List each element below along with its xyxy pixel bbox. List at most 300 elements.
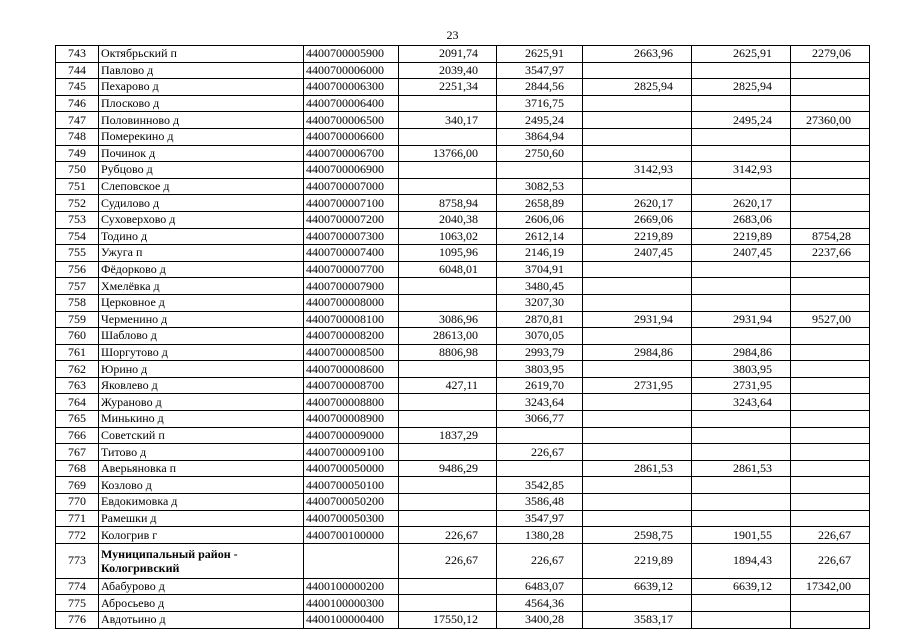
value-cell-1: 28613,00 bbox=[399, 328, 497, 345]
value-cell-3: 2407,45 bbox=[583, 245, 692, 262]
table-row bbox=[56, 527, 870, 544]
row-number-cell: 773 bbox=[56, 543, 99, 578]
value-cell-3 bbox=[583, 62, 692, 79]
value-cell-2: 2750,60 bbox=[497, 145, 583, 162]
value-cell-1: 6048,01 bbox=[399, 261, 497, 278]
code-cell: 4400700009100 bbox=[304, 444, 399, 461]
name-cell: Абросьево д bbox=[99, 595, 304, 612]
name-cell: Хмелёвка д bbox=[99, 278, 304, 295]
row-number-cell: 745 bbox=[56, 79, 99, 96]
code-cell: 4400700005900 bbox=[304, 46, 399, 63]
value-cell-4: 2731,95 bbox=[692, 377, 791, 394]
value-cell-5 bbox=[791, 62, 870, 79]
value-cell-5: 9527,00 bbox=[791, 311, 870, 328]
value-cell-4 bbox=[692, 145, 791, 162]
value-cell-1: 226,67 bbox=[399, 527, 497, 544]
row-number-cell: 758 bbox=[56, 294, 99, 311]
code-cell: 4400700008800 bbox=[304, 394, 399, 411]
value-cell-1 bbox=[399, 411, 497, 428]
name-cell: Фёдорково д bbox=[99, 261, 304, 278]
value-cell-3 bbox=[583, 294, 692, 311]
value-cell-4: 6639,12 bbox=[692, 578, 791, 595]
value-cell-2: 1380,28 bbox=[497, 527, 583, 544]
table-row bbox=[56, 510, 870, 527]
value-cell-4 bbox=[692, 128, 791, 145]
value-cell-1 bbox=[399, 178, 497, 195]
value-cell-4 bbox=[692, 612, 791, 629]
code-cell: 4400700008500 bbox=[304, 344, 399, 361]
value-cell-2: 3542,85 bbox=[497, 477, 583, 494]
value-cell-5 bbox=[791, 95, 870, 112]
row-number-cell: 753 bbox=[56, 211, 99, 228]
code-cell bbox=[304, 543, 399, 578]
code-cell: 4400700007900 bbox=[304, 278, 399, 295]
table-row bbox=[56, 344, 870, 361]
code-cell: 4400700050300 bbox=[304, 510, 399, 527]
value-cell-1: 2040,38 bbox=[399, 211, 497, 228]
value-cell-4: 2407,45 bbox=[692, 245, 791, 262]
code-cell: 4400700006900 bbox=[304, 162, 399, 179]
value-cell-4 bbox=[692, 95, 791, 112]
value-cell-4: 1901,55 bbox=[692, 527, 791, 544]
name-cell: Аверьяновка п bbox=[99, 460, 304, 477]
row-number-cell: 750 bbox=[56, 162, 99, 179]
value-cell-2 bbox=[497, 427, 583, 444]
value-cell-3 bbox=[583, 595, 692, 612]
value-cell-5 bbox=[791, 394, 870, 411]
value-cell-1: 427,11 bbox=[399, 377, 497, 394]
value-cell-4: 2219,89 bbox=[692, 228, 791, 245]
code-cell: 4400100000400 bbox=[304, 612, 399, 629]
table-row bbox=[56, 543, 870, 578]
value-cell-4: 2825,94 bbox=[692, 79, 791, 96]
value-cell-4: 3142,93 bbox=[692, 162, 791, 179]
row-number-cell: 751 bbox=[56, 178, 99, 195]
row-number-cell: 760 bbox=[56, 328, 99, 345]
value-cell-3: 6639,12 bbox=[583, 578, 692, 595]
value-cell-3 bbox=[583, 261, 692, 278]
value-cell-5 bbox=[791, 477, 870, 494]
value-cell-2: 3864,94 bbox=[497, 128, 583, 145]
value-cell-5: 17342,00 bbox=[791, 578, 870, 595]
value-cell-2: 3243,64 bbox=[497, 394, 583, 411]
value-cell-3 bbox=[583, 494, 692, 511]
value-cell-2: 2146,19 bbox=[497, 245, 583, 262]
value-cell-4 bbox=[692, 444, 791, 461]
value-cell-1: 8806,98 bbox=[399, 344, 497, 361]
value-cell-4 bbox=[692, 328, 791, 345]
value-cell-1: 1095,96 bbox=[399, 245, 497, 262]
table-row bbox=[56, 178, 870, 195]
code-cell: 4400100000300 bbox=[304, 595, 399, 612]
row-number-cell: 765 bbox=[56, 411, 99, 428]
value-cell-4: 2861,53 bbox=[692, 460, 791, 477]
value-cell-5: 226,67 bbox=[791, 527, 870, 544]
value-cell-4: 2495,24 bbox=[692, 112, 791, 129]
value-cell-5 bbox=[791, 278, 870, 295]
value-cell-3: 2598,75 bbox=[583, 527, 692, 544]
value-cell-5 bbox=[791, 145, 870, 162]
code-cell: 4400700008700 bbox=[304, 377, 399, 394]
value-cell-3 bbox=[583, 128, 692, 145]
value-cell-2: 2612,14 bbox=[497, 228, 583, 245]
value-cell-1: 2251,34 bbox=[399, 79, 497, 96]
value-cell-4: 2625,91 bbox=[692, 46, 791, 63]
name-cell: Церковное д bbox=[99, 294, 304, 311]
code-cell: 4400700006400 bbox=[304, 95, 399, 112]
value-cell-1 bbox=[399, 595, 497, 612]
value-cell-2: 2495,24 bbox=[497, 112, 583, 129]
row-number-cell: 770 bbox=[56, 494, 99, 511]
value-cell-3 bbox=[583, 411, 692, 428]
value-cell-2: 3704,91 bbox=[497, 261, 583, 278]
name-cell: Тодино д bbox=[99, 228, 304, 245]
table-row bbox=[56, 444, 870, 461]
value-cell-5 bbox=[791, 510, 870, 527]
name-cell: Абабурово д bbox=[99, 578, 304, 595]
value-cell-2: 3480,45 bbox=[497, 278, 583, 295]
value-cell-2: 3716,75 bbox=[497, 95, 583, 112]
row-number-cell: 744 bbox=[56, 62, 99, 79]
table-row bbox=[56, 394, 870, 411]
value-cell-4: 3803,95 bbox=[692, 361, 791, 378]
value-cell-2: 3066,77 bbox=[497, 411, 583, 428]
code-cell: 4400700008900 bbox=[304, 411, 399, 428]
name-cell: Судилово д bbox=[99, 195, 304, 212]
value-cell-5 bbox=[791, 261, 870, 278]
value-cell-3 bbox=[583, 510, 692, 527]
value-cell-1 bbox=[399, 95, 497, 112]
name-cell: Журановo д bbox=[99, 394, 304, 411]
table-row bbox=[56, 62, 870, 79]
value-cell-4 bbox=[692, 294, 791, 311]
code-cell: 4400700007100 bbox=[304, 195, 399, 212]
value-cell-1: 1063,02 bbox=[399, 228, 497, 245]
value-cell-3 bbox=[583, 444, 692, 461]
row-number-cell: 769 bbox=[56, 477, 99, 494]
value-cell-3: 2825,94 bbox=[583, 79, 692, 96]
row-number-cell: 774 bbox=[56, 578, 99, 595]
value-cell-5 bbox=[791, 79, 870, 96]
row-number-cell: 743 bbox=[56, 46, 99, 63]
table-row bbox=[56, 228, 870, 245]
row-number-cell: 775 bbox=[56, 595, 99, 612]
value-cell-1: 2091,74 bbox=[399, 46, 497, 63]
name-cell: Шаблово д bbox=[99, 328, 304, 345]
value-cell-4 bbox=[692, 261, 791, 278]
value-cell-2: 3547,97 bbox=[497, 510, 583, 527]
table-row bbox=[56, 278, 870, 295]
value-cell-3: 2731,95 bbox=[583, 377, 692, 394]
value-cell-2: 2658,89 bbox=[497, 195, 583, 212]
value-cell-4 bbox=[692, 510, 791, 527]
value-cell-4 bbox=[692, 411, 791, 428]
value-cell-2: 3207,30 bbox=[497, 294, 583, 311]
value-cell-3: 2984,86 bbox=[583, 344, 692, 361]
row-number-cell: 762 bbox=[56, 361, 99, 378]
table-row bbox=[56, 112, 870, 129]
value-cell-2: 3082,53 bbox=[497, 178, 583, 195]
name-cell: Плосково д bbox=[99, 95, 304, 112]
name-cell: Пехарово д bbox=[99, 79, 304, 96]
name-cell: Шоргутово д bbox=[99, 344, 304, 361]
name-cell: Евдокимовка д bbox=[99, 494, 304, 511]
name-cell: Козлово д bbox=[99, 477, 304, 494]
value-cell-1 bbox=[399, 578, 497, 595]
row-number-cell: 761 bbox=[56, 344, 99, 361]
name-cell: Титово д bbox=[99, 444, 304, 461]
value-cell-4 bbox=[692, 427, 791, 444]
value-cell-3: 2663,96 bbox=[583, 46, 692, 63]
value-cell-5 bbox=[791, 344, 870, 361]
value-cell-2 bbox=[497, 162, 583, 179]
value-cell-3: 3142,93 bbox=[583, 162, 692, 179]
value-cell-2: 226,67 bbox=[497, 444, 583, 461]
value-cell-3 bbox=[583, 361, 692, 378]
table-row bbox=[56, 361, 870, 378]
table-row bbox=[56, 427, 870, 444]
value-cell-3: 2669,06 bbox=[583, 211, 692, 228]
code-cell: 4400700050100 bbox=[304, 477, 399, 494]
value-cell-5: 8754,28 bbox=[791, 228, 870, 245]
code-cell: 4400700009000 bbox=[304, 427, 399, 444]
table-row bbox=[56, 195, 870, 212]
table-row bbox=[56, 612, 870, 629]
value-cell-3 bbox=[583, 278, 692, 295]
code-cell: 4400700100000 bbox=[304, 527, 399, 544]
value-cell-4: 2620,17 bbox=[692, 195, 791, 212]
value-cell-4: 2931,94 bbox=[692, 311, 791, 328]
value-cell-5 bbox=[791, 427, 870, 444]
code-cell: 4400100000200 bbox=[304, 578, 399, 595]
table-row bbox=[56, 477, 870, 494]
row-number-cell: 747 bbox=[56, 112, 99, 129]
value-cell-5 bbox=[791, 361, 870, 378]
name-cell: Октябрьский п bbox=[99, 46, 304, 63]
code-cell: 4400700050200 bbox=[304, 494, 399, 511]
name-cell: Суховерхово д bbox=[99, 211, 304, 228]
row-number-cell: 754 bbox=[56, 228, 99, 245]
value-cell-3: 3583,17 bbox=[583, 612, 692, 629]
name-cell: Муниципальный район - Кологривский bbox=[99, 543, 304, 578]
value-cell-4: 2984,86 bbox=[692, 344, 791, 361]
value-cell-2: 3803,95 bbox=[497, 361, 583, 378]
value-cell-5 bbox=[791, 328, 870, 345]
value-cell-2: 2993,79 bbox=[497, 344, 583, 361]
value-cell-2: 3070,05 bbox=[497, 328, 583, 345]
value-cell-1 bbox=[399, 278, 497, 295]
table-body bbox=[56, 46, 870, 629]
name-cell: Слеповское д bbox=[99, 178, 304, 195]
value-cell-2: 3400,28 bbox=[497, 612, 583, 629]
value-cell-3: 2861,53 bbox=[583, 460, 692, 477]
value-cell-3 bbox=[583, 178, 692, 195]
value-cell-2: 4564,36 bbox=[497, 595, 583, 612]
code-cell: 4400700007200 bbox=[304, 211, 399, 228]
value-cell-4: 3243,64 bbox=[692, 394, 791, 411]
value-cell-1: 1837,29 bbox=[399, 427, 497, 444]
name-cell: Починок д bbox=[99, 145, 304, 162]
code-cell: 4400700006500 bbox=[304, 112, 399, 129]
value-cell-3 bbox=[583, 145, 692, 162]
value-cell-1: 13766,00 bbox=[399, 145, 497, 162]
table-row bbox=[56, 46, 870, 63]
code-cell: 4400700006700 bbox=[304, 145, 399, 162]
value-cell-1: 2039,40 bbox=[399, 62, 497, 79]
code-cell: 4400700006600 bbox=[304, 128, 399, 145]
table-row bbox=[56, 294, 870, 311]
code-cell: 4400700050000 bbox=[304, 460, 399, 477]
table-row bbox=[56, 377, 870, 394]
table-row bbox=[56, 128, 870, 145]
value-cell-2: 2606,06 bbox=[497, 211, 583, 228]
row-number-cell: 763 bbox=[56, 377, 99, 394]
value-cell-5: 2237,66 bbox=[791, 245, 870, 262]
row-number-cell: 756 bbox=[56, 261, 99, 278]
name-cell: Кологрив г bbox=[99, 527, 304, 544]
value-cell-5: 226,67 bbox=[791, 543, 870, 578]
row-number-cell: 749 bbox=[56, 145, 99, 162]
value-cell-2: 2844,56 bbox=[497, 79, 583, 96]
value-cell-1 bbox=[399, 128, 497, 145]
row-number-cell: 752 bbox=[56, 195, 99, 212]
value-cell-1: 226,67 bbox=[399, 543, 497, 578]
table-row bbox=[56, 494, 870, 511]
value-cell-2: 3547,97 bbox=[497, 62, 583, 79]
value-cell-1: 340,17 bbox=[399, 112, 497, 129]
value-cell-1: 8758,94 bbox=[399, 195, 497, 212]
table-row bbox=[56, 595, 870, 612]
row-number-cell: 776 bbox=[56, 612, 99, 629]
value-cell-3: 2219,89 bbox=[583, 543, 692, 578]
value-cell-1 bbox=[399, 162, 497, 179]
row-number-cell: 746 bbox=[56, 95, 99, 112]
value-cell-4 bbox=[692, 477, 791, 494]
name-cell: Павлово д bbox=[99, 62, 304, 79]
value-cell-2: 2625,91 bbox=[497, 46, 583, 63]
row-number-cell: 767 bbox=[56, 444, 99, 461]
value-cell-2: 6483,07 bbox=[497, 578, 583, 595]
value-cell-4 bbox=[692, 595, 791, 612]
value-cell-4: 1894,43 bbox=[692, 543, 791, 578]
value-cell-3 bbox=[583, 427, 692, 444]
table-row bbox=[56, 245, 870, 262]
row-number-cell: 748 bbox=[56, 128, 99, 145]
value-cell-3: 2620,17 bbox=[583, 195, 692, 212]
value-cell-3 bbox=[583, 328, 692, 345]
value-cell-5: 2279,06 bbox=[791, 46, 870, 63]
value-cell-2 bbox=[497, 460, 583, 477]
value-cell-1: 17550,12 bbox=[399, 612, 497, 629]
value-cell-5: 27360,00 bbox=[791, 112, 870, 129]
value-cell-5 bbox=[791, 162, 870, 179]
name-cell: Советский п bbox=[99, 427, 304, 444]
table-row bbox=[56, 328, 870, 345]
value-cell-5 bbox=[791, 294, 870, 311]
name-cell: Половинново д bbox=[99, 112, 304, 129]
row-number-cell: 768 bbox=[56, 460, 99, 477]
value-cell-5 bbox=[791, 128, 870, 145]
table-row bbox=[56, 578, 870, 595]
settlements-table bbox=[55, 45, 870, 629]
value-cell-1 bbox=[399, 394, 497, 411]
value-cell-3 bbox=[583, 95, 692, 112]
table-row bbox=[56, 145, 870, 162]
value-cell-4 bbox=[692, 178, 791, 195]
value-cell-3: 2219,89 bbox=[583, 228, 692, 245]
row-number-cell: 755 bbox=[56, 245, 99, 262]
value-cell-1: 9486,29 bbox=[399, 460, 497, 477]
table-row bbox=[56, 311, 870, 328]
row-number-cell: 757 bbox=[56, 278, 99, 295]
value-cell-4 bbox=[692, 278, 791, 295]
code-cell: 4400700007400 bbox=[304, 245, 399, 262]
name-cell: Яковлево д bbox=[99, 377, 304, 394]
value-cell-5 bbox=[791, 411, 870, 428]
value-cell-2: 2619,70 bbox=[497, 377, 583, 394]
table-row bbox=[56, 211, 870, 228]
code-cell: 4400700008200 bbox=[304, 328, 399, 345]
name-cell: Минькино д bbox=[99, 411, 304, 428]
value-cell-5 bbox=[791, 595, 870, 612]
value-cell-2: 3586,48 bbox=[497, 494, 583, 511]
row-number-cell: 764 bbox=[56, 394, 99, 411]
value-cell-5 bbox=[791, 612, 870, 629]
table-row bbox=[56, 79, 870, 96]
value-cell-1 bbox=[399, 444, 497, 461]
table-row bbox=[56, 261, 870, 278]
value-cell-3 bbox=[583, 477, 692, 494]
value-cell-5 bbox=[791, 377, 870, 394]
value-cell-5 bbox=[791, 460, 870, 477]
table-row bbox=[56, 460, 870, 477]
value-cell-4 bbox=[692, 494, 791, 511]
row-number-cell: 759 bbox=[56, 311, 99, 328]
value-cell-1 bbox=[399, 510, 497, 527]
table-row bbox=[56, 411, 870, 428]
value-cell-1 bbox=[399, 477, 497, 494]
code-cell: 4400700008600 bbox=[304, 361, 399, 378]
code-cell: 4400700006300 bbox=[304, 79, 399, 96]
code-cell: 4400700008100 bbox=[304, 311, 399, 328]
value-cell-5 bbox=[791, 211, 870, 228]
value-cell-1 bbox=[399, 361, 497, 378]
value-cell-4: 2683,06 bbox=[692, 211, 791, 228]
value-cell-3 bbox=[583, 394, 692, 411]
value-cell-1 bbox=[399, 494, 497, 511]
name-cell: Рамешки д bbox=[99, 510, 304, 527]
value-cell-4 bbox=[692, 62, 791, 79]
value-cell-3: 2931,94 bbox=[583, 311, 692, 328]
row-number-cell: 772 bbox=[56, 527, 99, 544]
value-cell-2: 226,67 bbox=[497, 543, 583, 578]
name-cell: Ужуга п bbox=[99, 245, 304, 262]
code-cell: 4400700007000 bbox=[304, 178, 399, 195]
value-cell-5 bbox=[791, 178, 870, 195]
code-cell: 4400700008000 bbox=[304, 294, 399, 311]
value-cell-3 bbox=[583, 112, 692, 129]
value-cell-1 bbox=[399, 294, 497, 311]
value-cell-2: 2870,81 bbox=[497, 311, 583, 328]
page-number: 23 bbox=[446, 28, 459, 42]
code-cell: 4400700007300 bbox=[304, 228, 399, 245]
row-number-cell: 771 bbox=[56, 510, 99, 527]
table-row bbox=[56, 162, 870, 179]
code-cell: 4400700007700 bbox=[304, 261, 399, 278]
name-cell: Юрино д bbox=[99, 361, 304, 378]
name-cell: Авдотьино д bbox=[99, 612, 304, 629]
value-cell-5 bbox=[791, 494, 870, 511]
